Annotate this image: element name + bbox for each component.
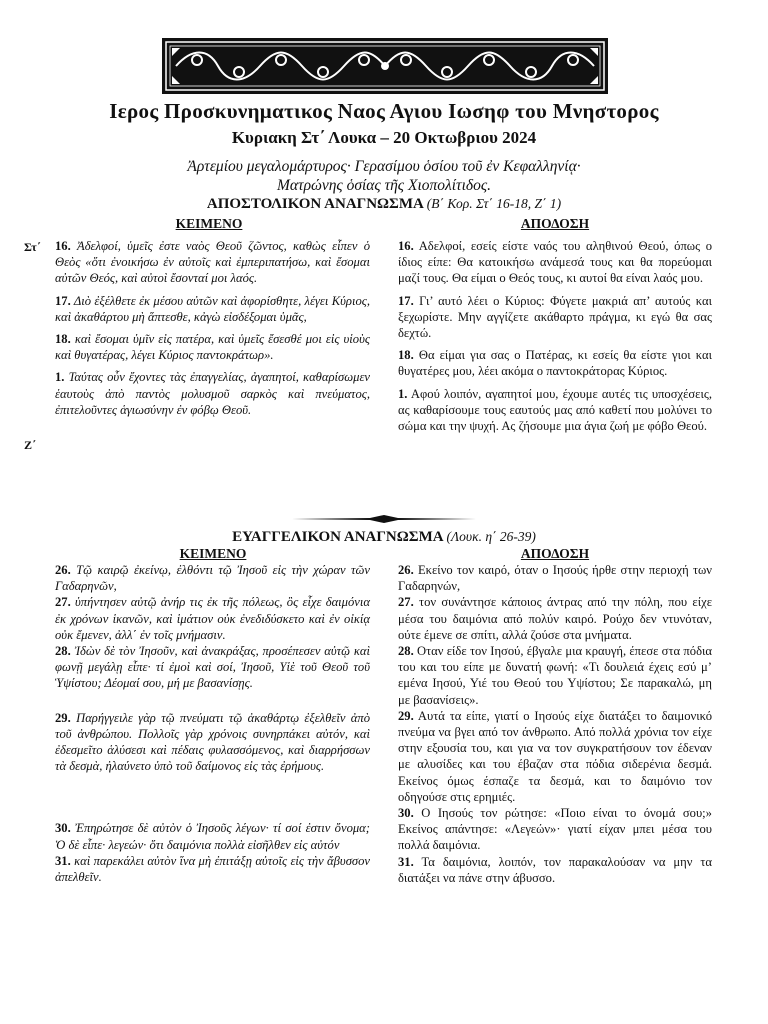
verse: 31. καὶ παρεκάλει αὐτὸν ἵνα μὴ ἐπιτάξῃ αὐτοῖς εἰς τὴν ἄβυσσον ἀπελθεῖν.	[55, 853, 371, 885]
gospel-original-header: ΚΕΙΜΕΝΟ	[179, 546, 247, 561]
saints-line-1: Ἀρτεμίου μεγαλομάρτυρος· Γερασίμου ὁσίου τοῦ ἐν Κεφαλληνίᾳ·	[187, 158, 581, 175]
verse: 30. Ἐπηρώτησε δὲ αὐτὸν ὁ Ἰησοῦς λέγων· τί σοί ἐστιν ὄνομα; Ὁ δὲ εἶπε· λεγεών· ὅτι δαιμόνια πολλὰ εἰσῆλθεν εἰς αὐτόν	[55, 821, 370, 852]
gospel-heading-text: ΕΥΑΓΓΕΛΙΚΟΝ ΑΝΑΓΝΩΣΜΑ	[232, 529, 443, 545]
verse: 17. Γι’ αυτό λέει ο Κύριος: Φύγετε μακριά απ’ αυτούς και ξεχωρίστε. Μην αγγίζετε ακάθαρτο πράγμα, κι εγώ θα σας δεχτώ.	[398, 293, 712, 341]
chapter-mark-7: Ζ΄	[24, 438, 36, 452]
date-line: Κυριακη Στ΄ Λουκα – 20 Οκτωβριου 2024	[231, 128, 537, 147]
gospel-original-column	[55, 562, 370, 885]
verse: 28. Ἰδὼν δὲ τὸν Ἰησοῦν, καὶ ἀνακράξας, προσέπεσεν αὐτῷ καὶ φωνῇ μεγάλῃ εἶπε· τί ἐμοὶ καὶ σοί, Ἰησοῦ, Υἱὲ τοῦ Θεοῦ τοῦ Ὑψίστου; Δέομαί σου, μή με βασανίσῃς.	[55, 644, 370, 691]
verse: 1. Αφού λοιπόν, αγαπητοί μου, έχουμε αυτές τις υποσχέσεις, ας καθαρίσουμε τους εαυτούς μας από καθετί που μολύνει το σώμα και την ψυχή. Ας ζήσουμε μια άγια ζωή με φόβο Θεού.	[398, 386, 712, 434]
apostle-translation-column	[398, 238, 712, 440]
apostle-original-column	[55, 238, 370, 424]
header	[0, 98, 768, 213]
page-title: Ιερος Προσκυνηματικος Ναος Αγιου Ιωσηφ του Μνηστορος	[109, 99, 659, 123]
saints-line-2: Ματρώνης ὁσίας τῆς Χιοπολίτιδος.	[276, 177, 492, 194]
gospel-heading	[0, 528, 768, 546]
apostle-translation-header: ΑΠΟΔΟΣΗ	[520, 216, 590, 231]
apostle-reference: (Β΄ Κορ. Στ΄ 16-18, Ζ΄ 1)	[426, 196, 562, 211]
ornamental-banner	[162, 38, 608, 94]
gospel-translation-column	[398, 562, 712, 886]
apostle-original-header: ΚΕΙΜΕΝΟ	[175, 216, 243, 231]
verse: 31. Τα δαιμόνια, λοιπόν, τον παρακαλούσαν να μην τα διατάξει να πάνε στην άβυσσο.	[398, 854, 712, 885]
verse: 1. Ταύτας οὖν ἔχοντες τὰς ἐπαγγελίας, ἀγαπητοί, καθαρίσωμεν ἑαυτοὺς ἀπὸ παντὸς μολυσμοῦ σαρκὸς καὶ πνεύματος, ἐπιτελοῦντες ἁγιωσύνην ἐν φόβῳ Θεοῦ.	[55, 370, 370, 417]
verse: 27. τον συνάντησε κάποιος άντρας από την πόλη, που είχε μέσα του δαιμόνια από πολύν καιρό. Ρούχο δεν ντυνόταν, ούτε έμενε σε σπίτι, αλλά ζούσε στα μνήματα.	[398, 595, 712, 642]
gospel-reference: (Λουκ. η΄ 26-39)	[446, 529, 536, 544]
verse: 26. Τῷ καιρῷ ἐκείνῳ, ἐλθόντι τῷ Ἰησοῦ εἰς τὴν χώραν τῶν Γαδαρηνῶν,	[55, 563, 370, 594]
verse: 28. Οταν είδε τον Ιησού, έβγαλε μια κραυγή, έπεσε στα πόδια του και του είπε με δυνατή φωνή: «Τι δουλειά έχεις εσύ μ’ εμένα Ιησού, Υιέ του Θεού του Υψίστου; Σε παρακαλώ, μη με βασανίσεις».	[398, 644, 712, 707]
verse: 26. Εκείνο τον καιρό, όταν ο Ιησούς ήρθε στην περιοχή των Γαδαρηνών,	[398, 563, 712, 594]
verse: 16. Ἀδελφοί, ὑμεῖς ἐστε ναὸς Θεοῦ ζῶντος, καθὼς εἶπεν ὁ Θεὸς «ὅτι ἐνοικήσω ἐν αὐτοῖς καὶ ἐμπεριπατήσω, καὶ ἔσομαι αὐτῶν Θεός, καὶ αὐτοὶ ἔσονταί μοι λαός.	[55, 239, 370, 286]
verse: 29. Αυτά τα είπε, γιατί ο Ιησούς είχε διατάξει το δαιμονικό πνεύμα να βγει από τον άνθρωπο. Από πολλά χρόνια τον είχε στην εξουσία του, και για να τον συγκρατήσουν τον έδεναν με αλυσίδες και του έβαζαν στα πόδια σιδερένια δεσμά. Εκείνος όμως έσπαζε τα δεσμά, και το δαιμόνιο τον οδηγούσε στις ερημιές.	[398, 708, 712, 804]
gospel-translation-header: ΑΠΟΔΟΣΗ	[520, 546, 590, 561]
verse: 16. Αδελφοί, εσείς είστε ναός του αληθινού Θεού, όπως ο ίδιος είπε: Θα κατοικήσω ανάμεσά τους και θα πορεύομαι μαζί τους. Θα είμαι ο Θεός τους, κι αυτοί θα είναι λαός μου.	[398, 239, 712, 286]
section-divider	[290, 513, 478, 525]
verse: 27. ὑπήντησεν αὐτῷ ἀνήρ τις ἐκ τῆς πόλεως, ὃς εἶχε δαιμόνια ἐκ χρόνων ἱκανῶν, καὶ ἱμάτιον οὐκ ἐνεδιδύσκετο καὶ ἐν οἰκίᾳ οὐκ ἔμενεν, ἀλλ΄ ἐν τοῖς μνήμασιν.	[55, 595, 370, 642]
apostle-heading-text: ΑΠΟΣΤΟΛΙΚΟΝ ΑΝΑΓΝΩΣΜΑ	[206, 196, 424, 212]
verse: 18. Θα είμαι για σας ο Πατέρας, κι εσείς θα είστε γιοι και θυγατέρες μου, λέει ακόμα ο παντοκράτορας Κύριος.	[398, 348, 712, 379]
chapter-mark-6: Στ΄	[24, 240, 41, 254]
verse: 30. Ο Ιησούς τον ρώτησε: «Ποιο είναι το όνομά σου;» Εκείνος απάντησε: «Λεγεών»· γιατί είχαν μπει μέσα του πολλά δαιμόνια.	[398, 806, 712, 853]
verse: 18. καὶ ἔσομαι ὑμῖν εἰς πατέρα, καὶ ὑμεῖς ἔσεσθέ μοι εἰς υἱοὺς καὶ θυγατέρας, λέγει Κύριος παντοκράτωρ».	[55, 332, 370, 363]
verse: 29. Παρήγγειλε γὰρ τῷ πνεύματι τῷ ἀκαθάρτῳ ἐξελθεῖν ἀπὸ τοῦ ἀνθρώπου. Πολλοῖς γὰρ χρόνοις συνηρπάκει αὐτόν, καὶ ἐδεσμεῖτο ἁλύσεσι καὶ πέδαις φυλασσόμενος, καὶ διαρρήσσων τὰ δεσμὰ, ἠλαύνετο ὑπὸ τοῦ δαίμονος εἰς τὰς ἐρήμους.	[55, 710, 370, 774]
verse: 17. Διὸ ἐξέλθετε ἐκ μέσου αὐτῶν καὶ ἀφορίσθητε, λέγει Κύριος, καὶ ἀκαθάρτου μὴ ἅπτεσθε, κἀγὼ εἰσδέξομαι ὑμᾶς,	[55, 293, 370, 324]
apostle-heading	[0, 195, 768, 213]
